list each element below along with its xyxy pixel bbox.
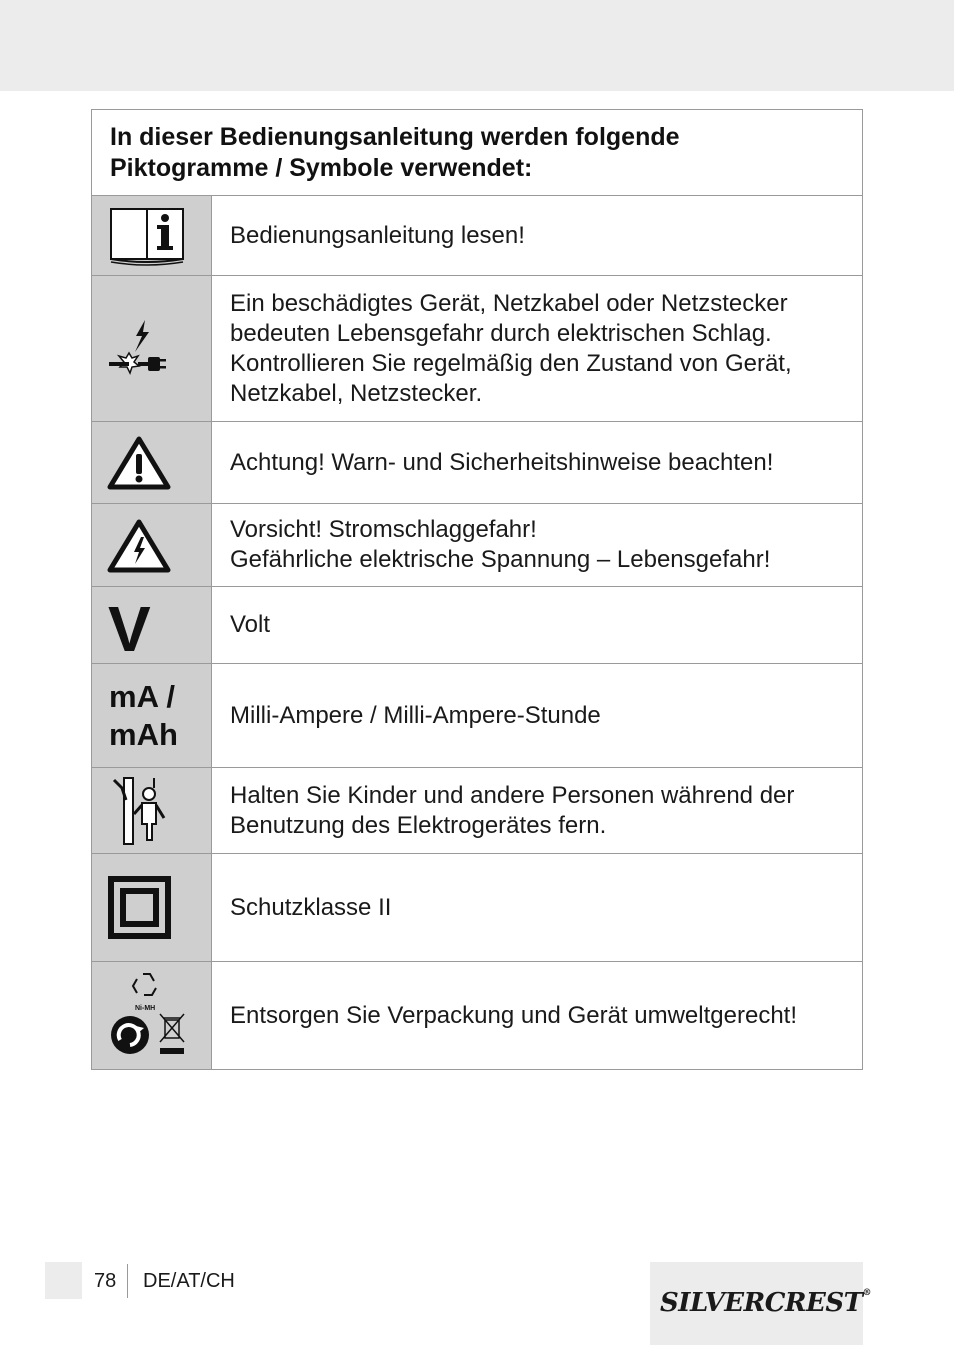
recycling-label: Ni-MH xyxy=(135,1005,156,1012)
milliampere-symbol-line: mA / xyxy=(109,678,176,714)
crossed-bin-icon xyxy=(160,1014,184,1042)
warning-triangle-icon xyxy=(92,422,212,504)
registered-mark: ® xyxy=(862,1288,871,1298)
table-heading: In dieser Bedienungsanleitung werden folgende Piktogramme / Symbole verwendet: xyxy=(92,110,863,196)
protection-class-ii-icon xyxy=(92,854,212,962)
table-header-row xyxy=(92,110,863,196)
manual-info-icon xyxy=(92,196,212,276)
table-row xyxy=(92,504,863,587)
volt-symbol-text: V xyxy=(108,593,151,663)
top-band xyxy=(0,0,954,91)
table-row xyxy=(92,196,863,276)
brand-logo xyxy=(660,1288,871,1318)
row-text: Bedienungsanleitung lesen! xyxy=(212,196,863,276)
keep-children-away-icon xyxy=(92,768,212,854)
table-row xyxy=(92,854,863,962)
row-text: Milli-Ampere / Milli-Ampere-Stunde xyxy=(212,664,863,768)
row-text: Ein beschädigtes Gerät, Netzkabel oder Netzstecker bedeuten Lebensgefahr durch elektrischen Schlag. Kontrollieren Sie regelmäßig den Zustand von Gerät, Netzkabel, Netzstecker. xyxy=(212,276,863,422)
table-row xyxy=(92,664,863,768)
brand-box xyxy=(650,1262,871,1345)
recycling-arrows-icon xyxy=(133,974,156,995)
table-row xyxy=(92,587,863,664)
table-row xyxy=(92,276,863,422)
footer-divider xyxy=(127,1264,128,1298)
country-codes: DE/AT/CH xyxy=(143,1270,235,1292)
footer-marker xyxy=(45,1262,82,1299)
green-dot-icon xyxy=(111,1016,149,1054)
electric-shock-triangle-icon xyxy=(92,504,212,587)
row-text-line: Gefährliche elektrische Spannung – Lebensgefahr! xyxy=(230,546,771,573)
recycling-disposal-icon xyxy=(92,962,212,1070)
row-text-line: Vorsicht! Stromschlaggefahr! xyxy=(230,516,537,543)
row-text: Schutzklasse II xyxy=(212,854,863,962)
page-number: 78 xyxy=(94,1270,117,1292)
row-text: Achtung! Warn- und Sicherheitshinweise beachten! xyxy=(212,422,863,504)
row-text: Volt xyxy=(212,587,863,664)
brand-name: SILVERCREST xyxy=(660,1288,863,1318)
milliampere-hour-symbol-line: mAh xyxy=(109,716,178,752)
table-row xyxy=(92,962,863,1070)
milliampere-symbol xyxy=(92,664,212,768)
row-text: Halten Sie Kinder und andere Personen während der Benutzung des Elektrogerätes fern. xyxy=(212,768,863,854)
table-row xyxy=(92,768,863,854)
damaged-cable-shock-icon xyxy=(92,276,212,422)
volt-symbol xyxy=(92,587,212,664)
symbol-table xyxy=(91,109,863,1070)
row-text xyxy=(212,504,863,587)
table-row xyxy=(92,422,863,504)
row-text: Entsorgen Sie Verpackung und Gerät umweltgerecht! xyxy=(212,962,863,1070)
